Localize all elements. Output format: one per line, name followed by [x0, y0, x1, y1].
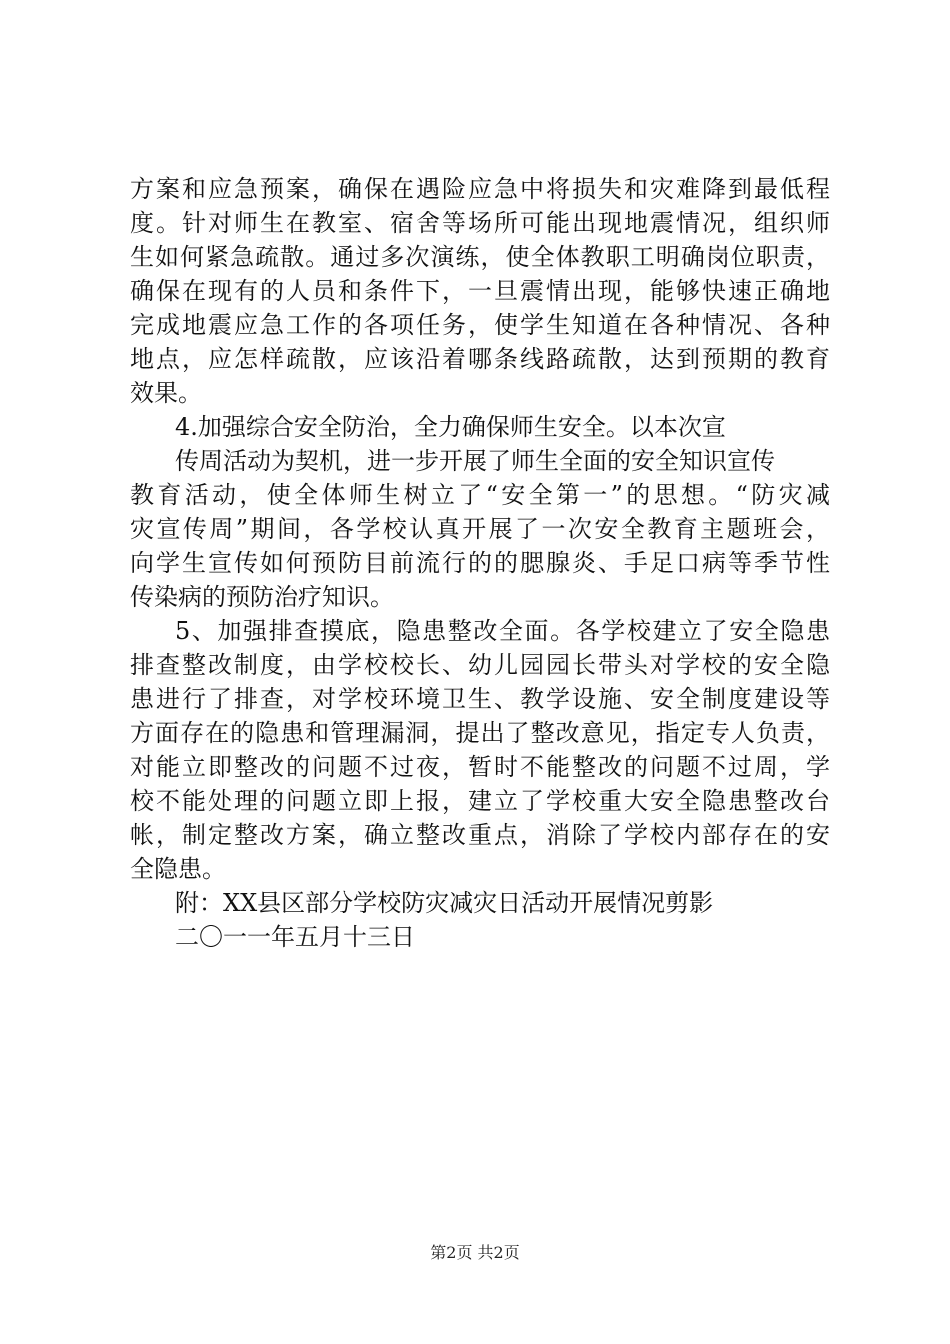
- paragraph-line: 对能立即整改的问题不过夜，暂时不能整改的问题不过周，学: [130, 753, 830, 781]
- attachment-note: 附：XX县区部分学校防灾减灾日活动开展情况剪影: [175, 889, 714, 917]
- paragraph-line: 灾宣传周”期间，各学校认真开展了一次安全教育主题班会，: [130, 515, 830, 543]
- paragraph-line: 帐，制定整改方案，确立整改重点，消除了学校内部存在的安: [130, 821, 830, 849]
- paragraph-line: 地点，应怎样疏散，应该沿着哪条线路疏散，达到预期的教育: [130, 345, 830, 373]
- paragraph-line: 确保在现有的人员和条件下，一旦震情出现，能够快速正确地: [130, 277, 830, 305]
- paragraph-line: 完成地震应急工作的各项任务，使学生知道在各种情况、各种: [130, 311, 830, 339]
- document-date: 二〇一一年五月十三日: [175, 923, 415, 951]
- paragraph-line: 患进行了排查，对学校环境卫生、教学设施、安全制度建设等: [130, 685, 830, 713]
- page-footer: 第2页 共2页: [430, 1243, 520, 1262]
- paragraph-line: 度。针对师生在教室、宿舍等场所可能出现地震情况，组织师: [130, 209, 830, 237]
- paragraph-line: 向学生宣传如何预防目前流行的的腮腺炎、手足口病等季节性: [130, 549, 830, 577]
- paragraph-line: 传染病的预防治疗知识。: [130, 583, 394, 611]
- paragraph-line: 校不能处理的问题立即上报，建立了学校重大安全隐患整改台: [130, 787, 830, 815]
- paragraph-line: 效果。: [130, 379, 202, 407]
- paragraph-line: 生如何紧急疏散。通过多次演练，使全体教职工明确岗位职责，: [130, 243, 830, 271]
- paragraph-line: 方面存在的隐患和管理漏洞，提出了整改意见，指定专人负责，: [130, 719, 830, 747]
- paragraph-heading-4: 4.加强综合安全防治，全力确保师生安全。以本次宣: [175, 413, 726, 441]
- document-body: [130, 172, 830, 954]
- paragraph-line: 传周活动为契机，进一步开展了师生全面的安全知识宣传: [175, 447, 775, 475]
- paragraph-line: 全隐患。: [130, 855, 226, 883]
- paragraph-line: 排查整改制度，由学校校长、幼儿园园长带头对学校的安全隐: [130, 651, 830, 679]
- paragraph-line: 教育活动，使全体师生树立了“安全第一”的思想。“防灾减: [130, 481, 830, 509]
- paragraph-heading-5: 5、加强排查摸底，隐患整改全面。各学校建立了安全隐患: [175, 617, 830, 645]
- paragraph-line: 方案和应急预案，确保在遇险应急中将损失和灾难降到最低程: [130, 175, 830, 203]
